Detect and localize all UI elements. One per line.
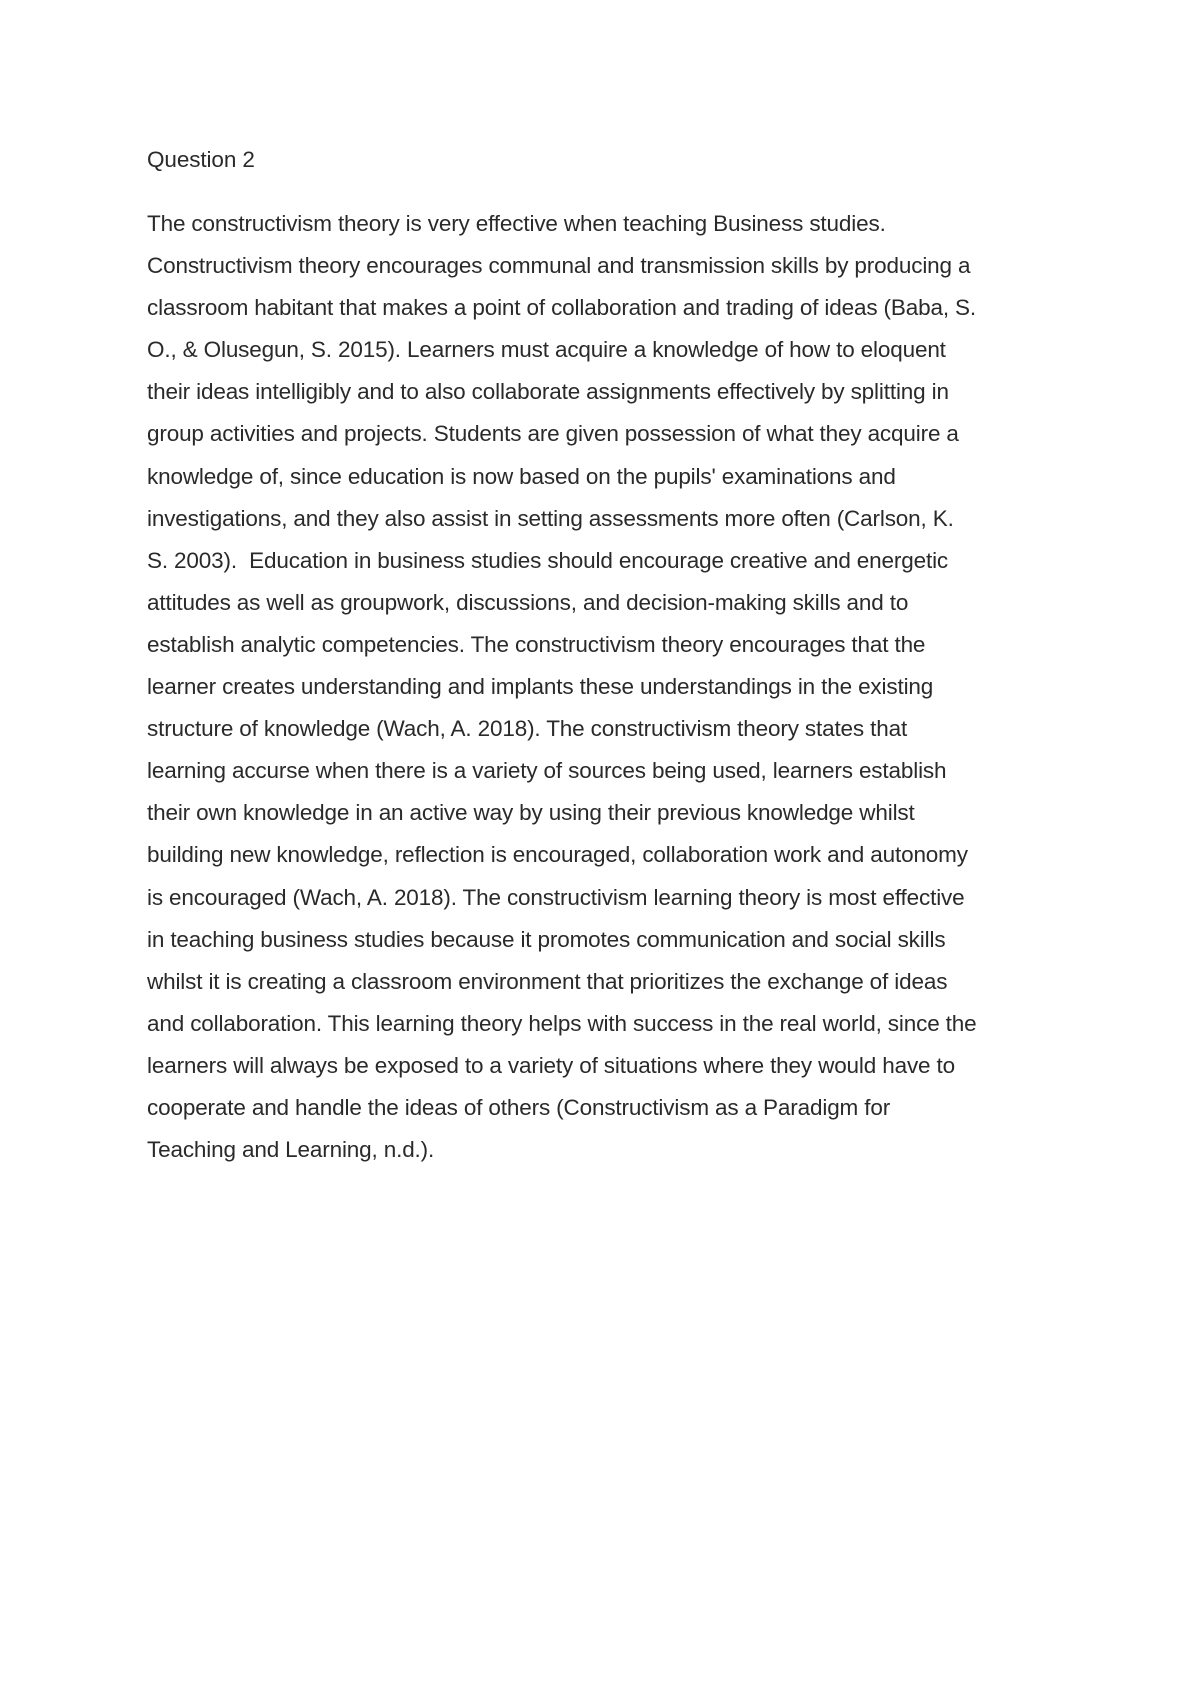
document-content [147, 143, 1067, 1171]
paragraph-line: group activities and projects. Students are given possession of what they acquire a [147, 421, 959, 447]
paragraph-line: cooperate and handle the ideas of others (Constructivism as a Paradigm for [147, 1094, 891, 1120]
paragraph-line: S. 2003). Education in business studies should encourage creative and energetic [147, 547, 949, 573]
paragraph-line: building new knowledge, reflection is encouraged, collaboration work and autonomy [147, 842, 968, 868]
paragraph-line: Constructivism theory encourages communal and transmission skills by producing a [147, 253, 971, 279]
paragraph-line: in teaching business studies because it promotes communication and social skills [147, 926, 946, 952]
paragraph-line: attitudes as well as groupwork, discussions, and decision-making skills and to [147, 589, 909, 615]
paragraph-line: Teaching and Learning, n.d.). [147, 1137, 435, 1163]
paragraph-line: and collaboration. This learning theory helps with success in the real world, since the [147, 1010, 977, 1036]
paragraph-line: whilst it is creating a classroom environment that prioritizes the exchange of ideas [147, 968, 948, 994]
paragraph-line: O., & Olusegun, S. 2015). Learners must acquire a knowledge of how to eloquent [147, 337, 946, 363]
question-heading: Question 2 [147, 147, 255, 172]
paragraph-line: knowledge of, since education is now based on the pupils' examinations and [147, 463, 896, 489]
paragraph-line: learner creates understanding and implants these understandings in the existing [147, 674, 934, 700]
paragraph-line: their ideas intelligibly and to also collaborate assignments effectively by splitting in [147, 379, 949, 405]
paragraph-line: learners will always be exposed to a variety of situations where they would have to [147, 1052, 955, 1078]
paragraph-line: classroom habitant that makes a point of collaboration and trading of ideas (Baba, S. [147, 295, 977, 321]
paragraph-line: structure of knowledge (Wach, A. 2018). The constructivism theory states that [147, 716, 908, 742]
paragraph-line: establish analytic competencies. The constructivism theory encourages that the [147, 631, 926, 657]
paragraph-line: learning accurse when there is a variety of sources being used, learners establish [147, 758, 947, 784]
paragraph-line: is encouraged (Wach, A. 2018). The constructivism learning theory is most effective [147, 884, 965, 910]
answer-paragraph [147, 203, 1067, 1171]
paragraph-line: The constructivism theory is very effective when teaching Business studies. [147, 211, 886, 236]
paragraph-line: their own knowledge in an active way by using their previous knowledge whilst [147, 800, 915, 826]
paragraph-line: investigations, and they also assist in setting assessments more often (Carlson, K. [147, 505, 954, 531]
